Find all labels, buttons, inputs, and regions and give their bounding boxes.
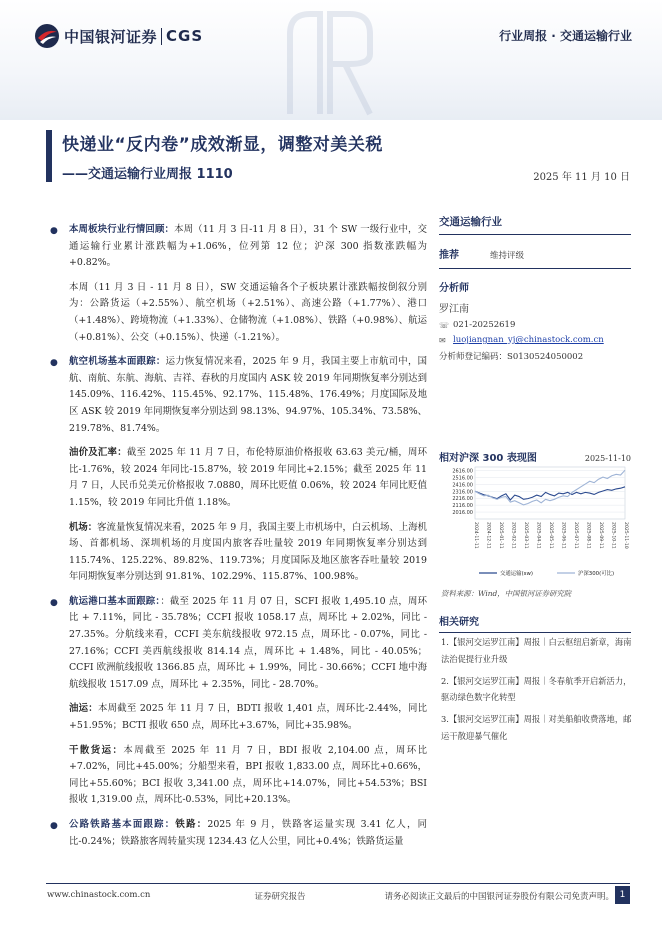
bullet-icon: ● <box>50 597 58 608</box>
sub-label: 油运： <box>69 703 98 715</box>
rating-row <box>439 246 631 269</box>
sub-label: 铁路： <box>175 819 208 830</box>
industry-name: 交通运输行业 <box>439 214 631 235</box>
chart-header <box>439 449 631 464</box>
y-tick-label: 2316.00 <box>452 489 473 496</box>
report-body <box>47 222 427 858</box>
x-tick-label: 2025-03-11 <box>523 522 528 549</box>
section-label: 航运港口基本面跟踪： <box>69 595 161 607</box>
x-tick-label: 2025-11-10 <box>623 522 628 549</box>
title-accent-bar <box>46 130 52 182</box>
chart-title: 相对沪深 300 表现图 <box>439 453 537 464</box>
section-text: 2025 年 9 月，铁路客运量实现 3.41 亿人，同比-0.24%；铁路旅客周转量实现 1234.43 亿人公里，同比+0.4%；铁路货运量 <box>69 819 427 847</box>
x-tick-label: 2025-01-11 <box>498 522 503 549</box>
plot-frame <box>475 467 625 519</box>
bullet-icon: ● <box>50 358 58 369</box>
email-icon: ✉ <box>439 335 446 345</box>
sidebar <box>439 214 631 362</box>
phone-number: 021-20252619 <box>453 320 516 330</box>
analyst-name: 罗江南 <box>439 304 469 315</box>
footer-doc-type: 证券研究报告 <box>254 892 306 902</box>
email-link[interactable]: luojiangnan_yj@chinastock.com.cn <box>453 335 604 345</box>
x-tick-label: 2025-09-11 <box>598 522 603 549</box>
sub-paragraph <box>47 280 427 346</box>
related-research-list <box>441 634 633 750</box>
chart-source: 资料来源：Wind，中国银河证券研究院 <box>441 589 572 598</box>
legend-label-1: 交通运输(sw) <box>500 571 533 577</box>
sub-paragraph <box>47 701 427 734</box>
report-title: 快递业“反内卷”成效渐显，调整对美关税 <box>62 135 383 155</box>
report-date: 2025 年 11 月 10 日 <box>533 172 630 183</box>
y-tick-label: 2616.00 <box>452 468 473 475</box>
x-tick-label: 2025-05-11 <box>548 522 553 549</box>
legend-label-2: 沪深300(可比) <box>578 571 615 577</box>
section-text: 本周截至 2025 年 11 月 7 日，BDI 报收 2,104.00 点，周环比+7.02%，同比+45.00%；分船型来看，BPI 报收 1,833.00 点，周环比+0.66%，同比+55.60%；BCI 报收 3,341.00 点，周环比+14.07%，同比+54.53%；BSI 报收 1,319.00 点，周环比-0.53%，同比+20.13%。 <box>69 744 427 806</box>
section-label: 本周板块行业行情回顾： <box>69 224 175 235</box>
bullet-icon: ● <box>50 226 58 236</box>
analyst-heading: 分析师 <box>439 283 469 294</box>
section-text: 客流量恢复情况来看，2025 年 9 月，我国主要上市机场中，白云机场、上海机场、首都机场、深圳机场的月度国内旅客吞吐量较 2019 年同期恢复率分别达到 115.74%、125.22%、89.82%、119.73%；月度国际及地区旅客吞吐量较 2019 年同期恢复率分别达到 91.81%、102.29%、115.87%、100.98%。 <box>69 521 427 583</box>
x-tick-label: 2025-08-11 <box>585 522 591 549</box>
company-logo <box>34 23 203 49</box>
chart-date: 2025-11-10 <box>584 454 631 463</box>
related-item-3[interactable]: 3.【银河交运罗江南】周报｜对美船舶收费落地，邮运干散迎暴气催化 <box>441 714 632 741</box>
registration-code: 分析师登记编码：S0130524050002 <box>439 352 584 362</box>
phone-icon: ☏ <box>439 320 450 330</box>
sub-label: 干散货运： <box>69 744 124 756</box>
x-tick-label: 2025-10-11 <box>610 522 616 549</box>
x-tick-label: 2025-06-11 <box>560 522 566 549</box>
section-text: 运力恢复情况来看，2025 年 9 月，我国主要上市航司中，国航、南航、东航、海航、吉祥、春秋的月度国内 ASK 较 2019 年同期恢复率分别达到 145.09%、116.42%、115.45%、92.17%、115.48%、176.49%；月度国际及地区 ASK 较 2019 年同期恢复率分别达到 98.13%、94.97%、105.34%、73.58%、219.78%、81.74%。 <box>69 356 427 434</box>
related-item-1[interactable]: 1.【银河交运罗江南】周报｜白云枢纽启新章，海南法治促提行业升级 <box>441 637 632 664</box>
x-tick-label: 2025-07-11 <box>573 522 578 549</box>
sub-label: 油价及汇率： <box>69 447 127 459</box>
page-header <box>0 0 662 120</box>
x-tick-label: 2025-04-11 <box>535 522 541 549</box>
performance-chart <box>439 463 631 581</box>
watermark-logo-icon <box>270 4 390 120</box>
email-row <box>439 335 631 345</box>
section-road-rail <box>47 817 427 850</box>
x-tick-label: 2024-11-11 <box>473 522 478 549</box>
related-research-heading: 相关研究 <box>439 613 631 633</box>
section-text: ：截至 2025 年 11 月 07 日，SCFI 报收 1,495.10 点，周环比 + 7.11%，同比 - 35.78%；CCFI 报收 1058.17 点，周环比 + 2.02%，同比 - 27.35%。分航线来看，CCFI 美东航线报收 972.15 点，周环比 - 0.07%，同比 - 27.16%；CCFI 美西航线报收 814.14 点，周环比 + 1.48%，同比 - 40.05%；CCFI 欧洲航线报收 1366.85 点，周环比 + 1.99%，同比 - 30.66%；CCFI 地中海航线报收 1517.09 点，周环比 + 2.35%，同比 - 28.70%。 <box>69 595 427 690</box>
sub-label: 机场： <box>69 521 98 533</box>
section-label: 航空机场基本面跟踪： <box>69 356 166 368</box>
logo-divider <box>161 28 162 45</box>
footer-disclaimer: 请务必阅读正文最后的中国银河证券股份有限公司免责声明。 <box>384 892 614 902</box>
page-number: 1 <box>615 886 630 904</box>
sub-paragraph <box>47 445 427 511</box>
section-market-review <box>47 222 427 272</box>
report-category: 行业周报 · 交通运输行业 <box>499 29 632 43</box>
section-text: 本周（11 月 3 日 - 11 月 8 日），SW 交通运输各个子板块累计涨跌幅按倒叙分别为：公路货运（+2.55%）、航空机场（+2.51%）、高速公路（+1.77%）、港口（+1.48%）、跨境物流（+1.33%）、仓储物流（+1.08%）、铁路（+0.98%）、航运（+0.81%）、公交（+0.15%）、快递（-1.21%）。 <box>69 281 427 343</box>
rating-label: 推荐 <box>439 250 459 261</box>
series-line-2 <box>475 470 625 505</box>
galaxy-logo-icon <box>34 23 60 49</box>
section-shipping <box>47 594 427 694</box>
bullet-icon: ● <box>50 821 58 831</box>
related-item-2[interactable]: 2.【银河交运罗江南】周报｜冬春航季开启新活力，驱动绿色数字化转型 <box>441 675 632 703</box>
section-text: 本周（11 月 3 日-11 月 8 日），31 个 SW 一级行业中，交通运输行业累计涨跌幅为+1.06%，位列第 12 位；沪深 300 指数涨跌幅为+0.82%。 <box>69 224 427 269</box>
sub-paragraph <box>47 743 427 809</box>
section-text: 截至 2025 年 11 月 7 日，布伦特原油价格报收 63.63 美元/桶，周环比-1.76%，较 2024 年同比-15.87%，较 2019 年同比+2.15%；截至 2025 年 11 月 7 日，人民币兑美元价格报收 7.0880，周环比贬值 0.06%，较 2024 年同比贬值 1.15%，较 2019 年同比升值 1.18%。 <box>69 447 427 508</box>
footer-website[interactable]: www.chinastock.com.cn <box>47 890 151 900</box>
x-tick-label: 2024-12-11 <box>485 522 491 549</box>
logo-cn-text: 中国银河证券 <box>64 27 158 46</box>
phone-row <box>439 320 631 330</box>
y-tick-label: 2216.00 <box>452 496 473 503</box>
rating-value: 维持评级 <box>490 251 525 261</box>
section-label: 公路铁路基本面跟踪： <box>69 819 176 830</box>
section-aviation <box>47 354 427 437</box>
y-tick-label: 2016.00 <box>452 510 473 517</box>
y-tick-label: 2516.00 <box>452 475 473 482</box>
footer-divider <box>46 883 630 884</box>
section-text: 本周截至 2025 年 11 月 7 日，BDTI 报收 1,401 点，周环比-2.44%，同比+51.95%；BCTI 报收 650 点，周环比+3.67%，同比+35.98%。 <box>69 703 427 732</box>
x-tick-label: 2025-02-11 <box>510 522 516 549</box>
y-tick-label: 2116.00 <box>452 503 473 510</box>
y-tick-label: 2416.00 <box>452 482 473 489</box>
logo-en-text: CGS <box>166 27 204 45</box>
report-subtitle: ——交通运输行业周报 1110 <box>62 167 233 182</box>
sub-paragraph <box>47 520 427 586</box>
